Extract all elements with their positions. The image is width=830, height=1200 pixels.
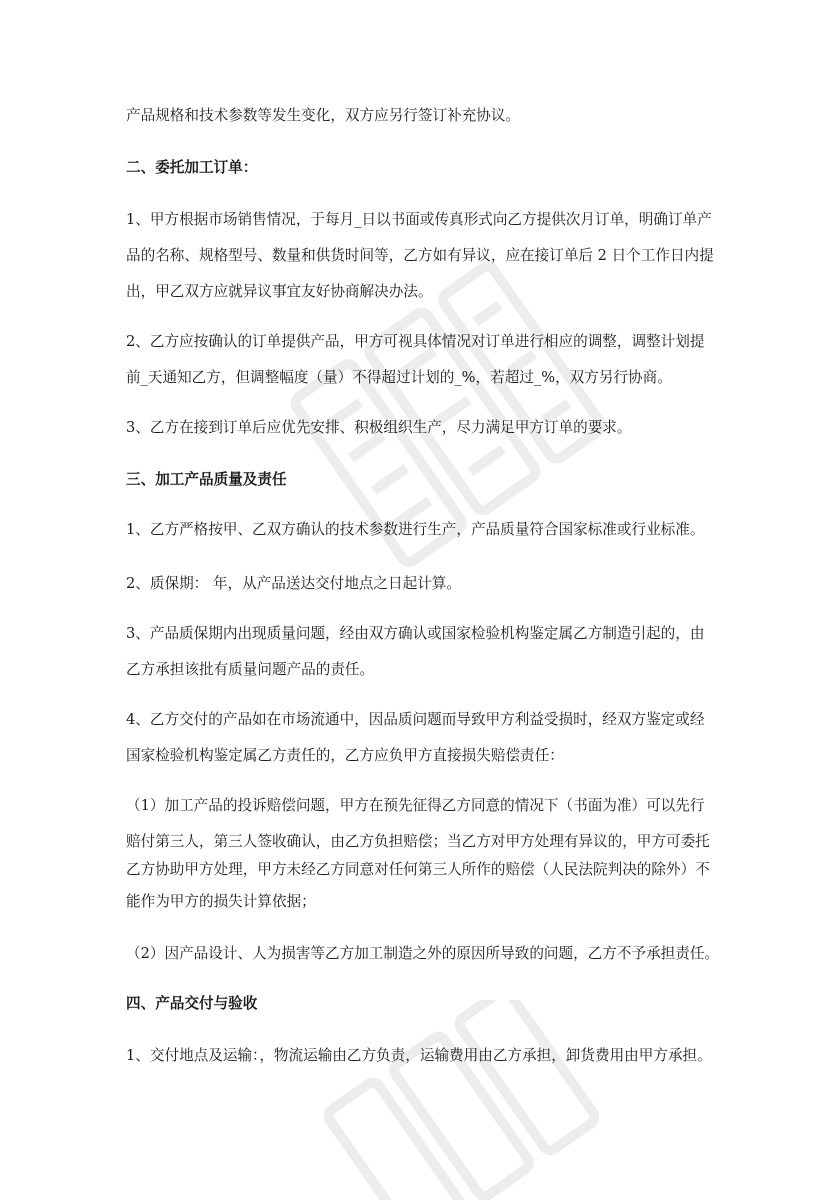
paragraph-line: 赔付第三人，第三人签收确认，由乙方负担赔偿；当乙方对甲方处理有异议的，甲方可委托 <box>126 833 710 850</box>
paragraph-line: 能作为甲方的损失计算依据； <box>126 893 316 910</box>
paragraph-line: 4、乙方交付的产品如在市场流通中，因品质问题而导致甲方利益受损时，经双方鉴定或经 <box>126 711 705 728</box>
paragraph-line: 乙方承担该批有质量问题产品的责任。 <box>126 661 375 678</box>
paragraph-line: 品的名称、规格型号、数量和供货时间等，乙方如有异议，应在接订单后 2 日个工作日内提 <box>126 247 714 264</box>
paragraph-line: 出，甲乙双方应就异议事宜友好协商解决办法。 <box>126 283 433 300</box>
paragraph-line: 1、甲方根据市场销售情况，于每月_日以书面或传真形式向乙方提供次月订单，明确订单产 <box>126 211 712 228</box>
section-heading: 二、委托加工订单： <box>126 159 258 176</box>
paragraph-line: 乙方协助甲方处理，甲方未经乙方同意对任何第三人所作的赔偿（人民法院判决的除外）不 <box>126 861 710 878</box>
section-heading: 四、产品交付与验收 <box>126 995 258 1012</box>
paragraph-line: 产品规格和技术参数等发生变化，双方应另行签订补充协议。 <box>126 107 521 124</box>
paragraph-line: （2）因产品设计、人为损害等乙方加工制造之外的原因所导致的问题，乙方不予承担责任。 <box>126 945 720 962</box>
paragraph-line: 2、质保期： 年，从产品送达交付地点之日起计算。 <box>126 575 461 592</box>
paragraph-line: 国家检验机构鉴定属乙方责任的，乙方应负甲方直接损失赔偿责任： <box>126 747 564 764</box>
paragraph-line: （1）加工产品的投诉赔偿问题，甲方在预先征得乙方同意的情况下（书面为准）可以先行 <box>126 797 705 814</box>
paragraph-line: 3、产品质保期内出现质量问题，经由双方确认或国家检验机构鉴定属乙方制造引起的，由 <box>126 625 705 642</box>
section-heading: 三、加工产品质量及责任 <box>126 471 287 488</box>
paragraph-line: 2、乙方应按确认的订单提供产品，甲方可视具体情况对订单进行相应的调整，调整计划提 <box>126 333 705 350</box>
paragraph-line: 前_天通知乙方，但调整幅度（量）不得超过计划的_%，若超过_%，双方另行协商。 <box>126 369 672 386</box>
paragraph-line: 1、乙方严格按甲、乙双方确认的技术参数进行生产，产品质量符合国家标准或行业标准。 <box>126 521 705 538</box>
paragraph-line: 1、交付地点及运输：，物流运输由乙方负责，运输费用由乙方承担，卸货费用由甲方承担。 <box>126 1047 712 1064</box>
paragraph-line: 3、乙方在接到订单后应优先安排、积极组织生产，尽力满足甲方订单的要求。 <box>126 419 632 436</box>
